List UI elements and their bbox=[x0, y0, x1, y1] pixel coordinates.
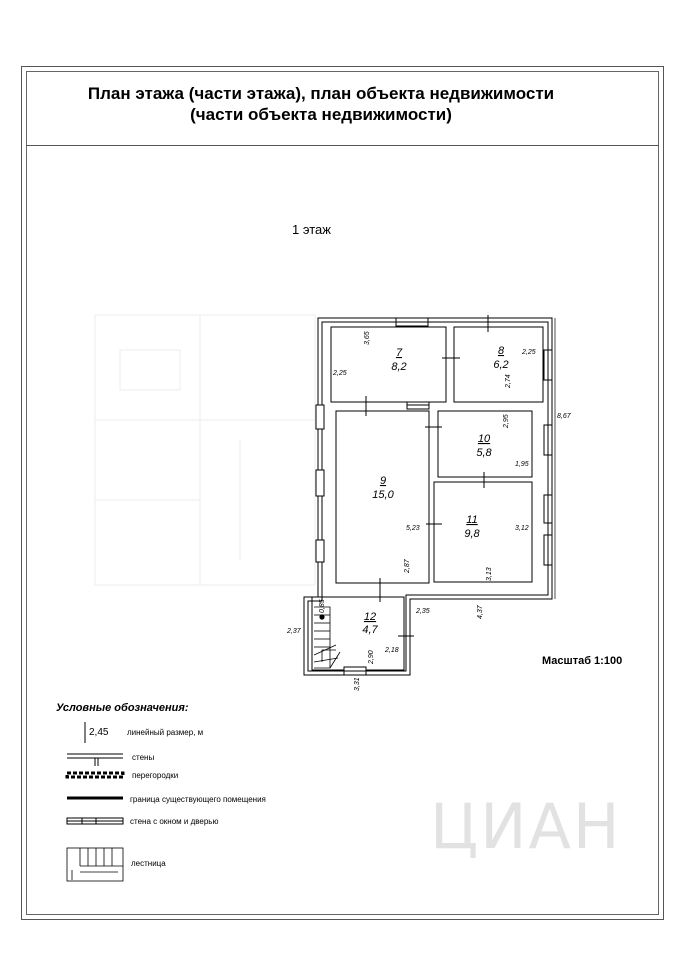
room-12-number: 12 bbox=[363, 611, 377, 623]
dim-label: 3,13 bbox=[486, 567, 493, 581]
watermark-logo: ЦИАН bbox=[430, 790, 622, 863]
legend-item-stair: лестница bbox=[131, 859, 166, 868]
room-9-label bbox=[372, 475, 394, 501]
dim-label: 8,67 bbox=[557, 413, 571, 420]
dim-label: 2,74 bbox=[505, 374, 512, 388]
title-line-2: (части объекта недвижимости) bbox=[190, 105, 452, 124]
legend-item-boundary: граница существующего помещения bbox=[130, 795, 266, 804]
scale-label: Масштаб 1:100 bbox=[542, 655, 623, 667]
legend-item-window-door: стена с окном и дверью bbox=[130, 817, 219, 826]
dim-label: 4,37 bbox=[477, 605, 484, 619]
room-7-walls bbox=[331, 327, 446, 402]
legend-window-door-symbol bbox=[67, 818, 123, 824]
legend-item-walls: стены bbox=[132, 753, 155, 762]
floor-label: 1 этаж bbox=[292, 222, 331, 237]
dim-label: 1,95 bbox=[515, 461, 529, 468]
dim-label: 2,25 bbox=[522, 349, 536, 356]
dim-label: 3,12 bbox=[515, 525, 529, 532]
dim-label: 5,23 bbox=[406, 525, 420, 532]
room-11-label bbox=[464, 514, 480, 540]
room-7-number: 7 bbox=[395, 347, 403, 359]
legend-symbols bbox=[67, 722, 123, 881]
room-11-walls bbox=[434, 482, 532, 582]
room-12-label bbox=[362, 611, 378, 636]
faded-neighbour-plan bbox=[95, 315, 315, 585]
dim-label: 2,37 bbox=[287, 628, 301, 635]
room-7-area: 8,2 bbox=[391, 361, 407, 373]
room-11-area: 9,8 bbox=[464, 528, 480, 540]
dim-label: 2,35 bbox=[416, 608, 430, 615]
room-9-number: 9 bbox=[379, 475, 387, 487]
room-8-area: 6,2 bbox=[493, 359, 509, 371]
room-12-area: 4,7 bbox=[362, 624, 378, 636]
legend-partition-symbol bbox=[67, 773, 123, 777]
legend-sample-dimension: 2,45 bbox=[89, 727, 109, 738]
room-11-number: 11 bbox=[466, 514, 478, 526]
staircase bbox=[314, 607, 340, 668]
room-7-label bbox=[391, 347, 406, 373]
dim-label: 2,87 bbox=[404, 559, 411, 573]
dim-label: 2,25 bbox=[333, 370, 347, 377]
dim-label: 3,31 bbox=[354, 677, 361, 691]
room-9-area: 15,0 bbox=[372, 489, 394, 501]
room-10-area: 5,8 bbox=[476, 447, 492, 459]
legend-item-partitions: перегородки bbox=[132, 771, 179, 780]
room-8-label bbox=[493, 345, 508, 371]
room-10-number: 10 bbox=[477, 433, 491, 445]
legend-wall-symbol bbox=[67, 754, 123, 766]
legend-item-dimension: линейный размер, м bbox=[127, 728, 204, 737]
dim-label: 3,65 bbox=[364, 331, 371, 345]
legend-stair-symbol bbox=[67, 848, 123, 881]
legend-title: Условные обозначения: bbox=[56, 702, 189, 714]
dim-label: 2,95 bbox=[503, 414, 510, 428]
dim-label: 0,85 bbox=[319, 599, 326, 613]
title-line-1: План этажа (части этажа), план объекта недвижимости bbox=[87, 84, 555, 103]
dim-label: 2,90 bbox=[368, 650, 375, 664]
room-10-label bbox=[476, 433, 492, 459]
room-8-number: 8 bbox=[497, 345, 505, 357]
dim-label: 2,18 bbox=[385, 647, 399, 654]
